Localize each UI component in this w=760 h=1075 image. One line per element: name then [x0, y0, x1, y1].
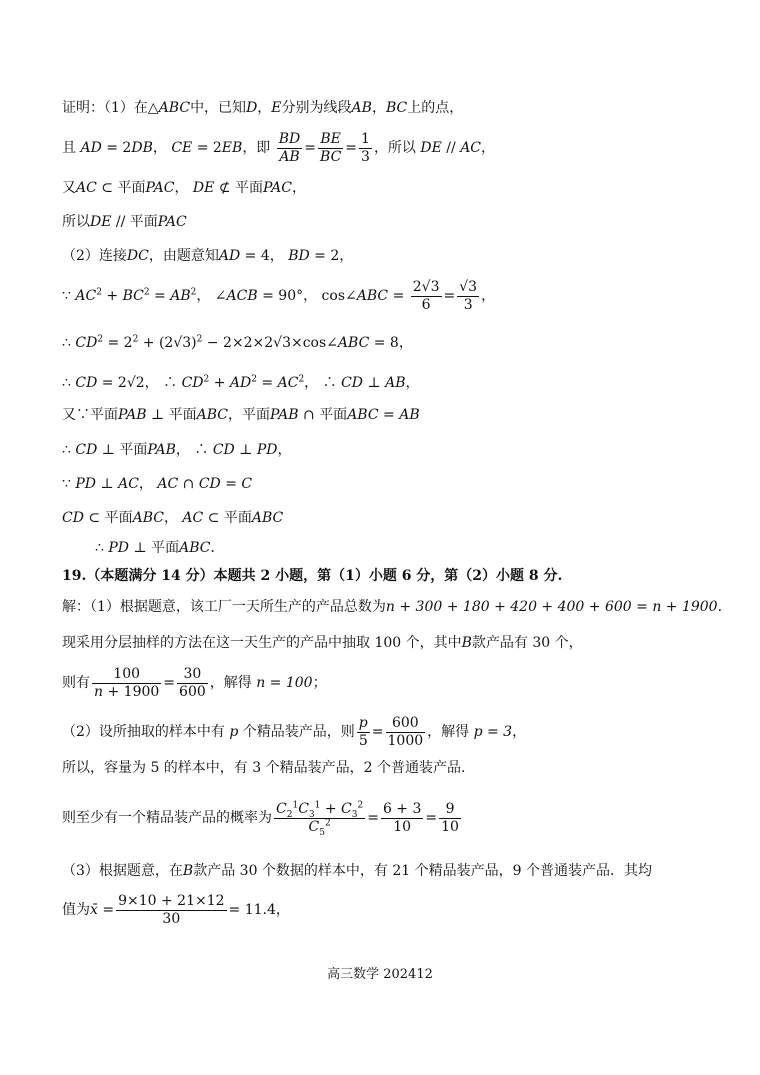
fraction: $\frac{100}{n + 1900}$ [94, 665, 160, 700]
proof-text: ， [257, 100, 272, 116]
solution-text: ， [275, 902, 290, 918]
proof-line-13: ∴ PD ⊥ 平面ABC． [95, 540, 225, 556]
solution-expression: n + 300 + 180 + 420 + 400 + 600 = n + 1900 [385, 599, 718, 615]
solution-text: 现采用分层抽样的方法在这一天生产的产品中抽取 100 个，其中 [62, 635, 462, 651]
fraction: $\frac{9}{10}$ [441, 800, 459, 835]
solution-line-7 [62, 861, 652, 881]
proof-text: 平面 [168, 407, 197, 423]
solution-line-8: 值为x̄ = $\frac{9\times 10 + 21\times 12}{30}$ = 11.4， [62, 892, 290, 927]
proof-line-5: （2）连接DC，由题意知AD = 4， BD = 2， [62, 248, 354, 264]
fraction: $\frac{600}{1000}$ [387, 714, 424, 749]
proof-text: 平面 [104, 510, 133, 526]
proof-text: 中，已知 [190, 100, 247, 116]
proof-line-1: 证明：（1）在△ABC中，已知D，E分别为线段AB，BC上的点， [62, 100, 464, 116]
proof-text: 平面 [223, 510, 252, 526]
solution-text: 款产品有 30 个， [471, 635, 583, 651]
proof-line-10: ∴ CD ⊥ 平面PAB， ∴ CD ⊥ PD， [62, 442, 292, 458]
solution-text: ， [512, 724, 527, 740]
solution-line-3: 则有 $\frac{100}{n + 1900}$ = $\frac{30}{600}$ ，解得 n = 100； [62, 665, 327, 700]
solution-text: 值为 [62, 902, 90, 918]
proof-text: 平面 [151, 540, 180, 556]
solution-text: ； [312, 675, 327, 691]
proof-text: 证明：（1）在△ [62, 100, 159, 116]
proof-line-2: 且 AD = 2DB， CE = 2EB，即 $\frac{BD}{AB}$ = $\frac{BE}{BC}$ = $\frac{1}{3}$ ，所以 DE // AC， [62, 130, 496, 165]
solution-expression: n = 100 [256, 675, 313, 691]
fraction: $\frac{p}{5}$ [358, 714, 368, 749]
proof-text: ，所以 [373, 140, 416, 156]
solution-text: ，解得 [209, 675, 252, 691]
proof-line-6: ∵ $AC^2 + BC^2 = AB^2$， ∠ACB = 90°， cos∠ABC = $\frac{2√3}{6}$ = $\frac{√3}{3}$ ， [62, 278, 496, 313]
fraction: $\frac{6 + 3}{10}$ [382, 800, 422, 835]
solution-line-4: （2）设所抽取的样本中有 p 个精品装产品，则 $\frac{p}{5}$ = $\frac{600}{1000}$ ，解得 p = 3， [62, 714, 527, 749]
proof-text: 平面 [117, 180, 146, 196]
solution-expression: = 11.4 [228, 902, 276, 918]
proof-text: 平面 [90, 407, 118, 423]
solution-expression: p = 3 [473, 724, 513, 740]
proof-text: 分别为线段 [281, 100, 352, 116]
solution-text: p [229, 724, 239, 740]
page-footer: 高三数学 202412 [327, 967, 433, 982]
proof-text: 平面 [129, 214, 158, 230]
solution-line-2 [62, 633, 583, 653]
question-heading: 19.（本题满分 14 分）本题共 2 小题，第（1）小题 6 分，第（2）小题 8 分. [62, 568, 563, 584]
solution-text: 解：（1）根据题意，该工厂一天所生产的产品总数为 [62, 599, 386, 615]
fraction: $\frac{BE}{BC}$ [320, 130, 342, 165]
solution-text: （2）设所抽取的样本中有 [62, 724, 225, 740]
proof-text: 平面 [242, 407, 270, 423]
proof-line-8: ∴ CD = 2√2， ∴ $CD^2 + AD^2 = AC^2$， ∴ CD ⊥ AB， [62, 374, 420, 391]
solution-line-1: 解：（1）根据题意，该工厂一天所生产的产品总数为n + 300 + 180 + 420 + 400 + 600 = n + 1900. [62, 599, 723, 615]
fraction: $\frac{C_2^1C_3^1 + C_3^2}{C_5^2}$ [276, 799, 364, 838]
proof-text: ， [371, 100, 386, 116]
proof-text: 平面 [119, 442, 148, 458]
solution-text: 则至少有一个精品装产品的概率为 [62, 810, 272, 826]
solution-text: ，解得 [427, 724, 470, 740]
solution-line-5: 所以，容量为 5 的样本中，有 3 个精品装产品，2 个普通装产品. [62, 760, 466, 776]
proof-text: 又 [62, 180, 76, 196]
proof-line-12: CD ⊂ 平面ABC， AC ⊂ 平面ABC [62, 510, 284, 526]
proof-line-3: 又AC ⊂ 平面PAC， DE ⊄ 平面PAC， [62, 180, 306, 196]
fraction: $\frac{1}{3}$ [361, 130, 370, 165]
fraction: $\frac{√3}{3}$ [459, 278, 478, 313]
fraction: $\frac{2√3}{6}$ [412, 278, 440, 313]
proof-text: ，由题意知 [148, 248, 219, 264]
fraction: $\frac{BD}{AB}$ [278, 130, 301, 165]
proof-line-4: 所以DE // 平面PAC [62, 214, 187, 230]
proof-text: 且 [62, 140, 76, 156]
proof-text: 所以 [62, 214, 90, 230]
proof-line-7: ∴ $CD^2 = 2^2 + (2√3)^2$ − 2×2×2√3×cos∠ABC = 8， [62, 334, 413, 351]
solution-text: B [461, 635, 472, 651]
proof-line-9: 又∵平面PAB ⊥ 平面ABC，平面PAB ∩ 平面ABC = AB [62, 407, 420, 423]
proof-text: 平面 [319, 407, 348, 423]
fraction: $\frac{30}{600}$ [179, 665, 206, 700]
proof-line-11: ∵ PD ⊥ AC， AC ∩ CD = C [62, 476, 253, 492]
fraction: $\frac{9\times 10 + 21\times 12}{30}$ [118, 892, 225, 927]
solution-text: 个精品装产品，则 [242, 724, 355, 740]
proof-text: 平面 [234, 180, 263, 196]
proof-text: （2）连接 [62, 248, 127, 264]
solution-text: 则有 [62, 675, 90, 691]
solution-text: 款产品 30 个数据的样本中，有 21 个精品装产品，9 个普通装产品．其均 [193, 863, 653, 879]
proof-text: 又∵ [62, 407, 90, 423]
solution-text: （3）根据题意，在 [62, 863, 183, 879]
solution-line-6: 则至少有一个精品装产品的概率为 $\frac{C_2^1C_3^1 + C_3^2}{C_5^2}$ = $\frac{6 + 3}{10}$ = $\frac{9}{10}$ [62, 799, 459, 838]
proof-text: 上的点， [407, 100, 464, 116]
solution-text: B [182, 863, 194, 879]
